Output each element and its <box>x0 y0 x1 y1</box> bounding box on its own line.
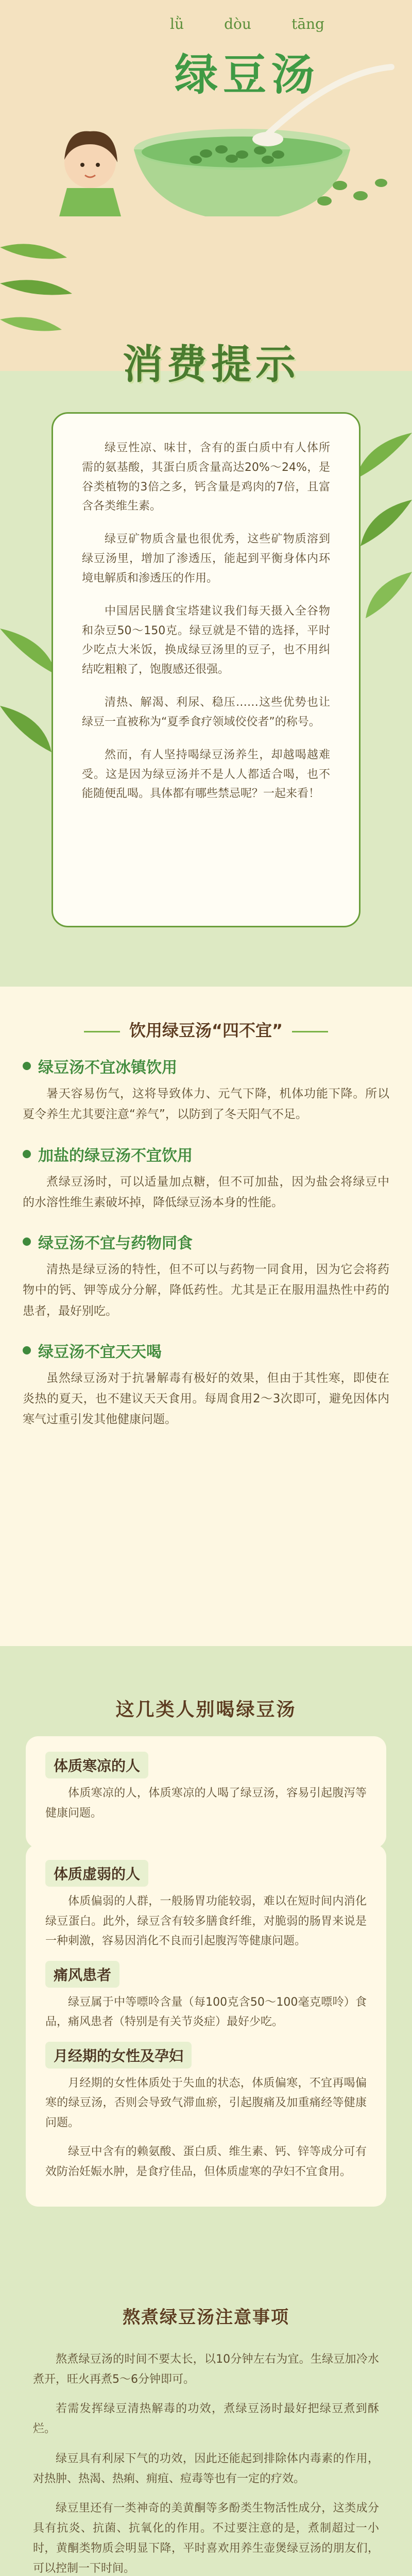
bamboo-leaf-icon <box>355 422 412 659</box>
intro-paragraph: 然而，有人坚持喝绿豆汤养生，却越喝越难受。这是因为绿豆汤并不是人人都适合喝，也不能随便乱喝。具体都有哪些禁忌呢？一起来看！ <box>82 748 330 801</box>
group-heading: 体质虚弱的人 <box>45 1860 148 1887</box>
cooking-paragraph: 绿豆具有利尿下气的功效，因此还能起到排除体内毒素的作用，对热肿、热渴、热痢、痈疽、痘毒等也有一定的疗效。 <box>33 2452 379 2485</box>
intro-paragraph: 清热、解渴、利尿、稳压……这些优势也让绿豆一直被称为“夏季食疗领域佼佼者”的称号。 <box>82 696 330 728</box>
group-body: 体质寒凉的人，体质寒凉的人喝了绿豆汤，容易引起腹泻等健康问题。 <box>45 1787 367 1820</box>
tip-heading: 绿豆汤不宜天天喝 <box>38 1343 162 1361</box>
header <box>0 0 412 388</box>
group-item <box>45 2142 367 2182</box>
tip-heading: 绿豆汤不宜与药物同食 <box>38 1234 193 1252</box>
avoid-groups-title: 这几类人别喝绿豆汤 <box>115 1699 297 1720</box>
page-title: 绿豆汤 <box>174 49 320 100</box>
tip-body: 煮绿豆汤时，可以适量加点糖，但不可加盐，因为盐会将绿豆中的水溶性维生素破坏掉，降低绿豆汤本身的性能。 <box>23 1175 389 1209</box>
cooking-paragraph: 若需发挥绿豆清热解毒的功效，煮绿豆汤时最好把绿豆煮到酥烂。 <box>33 2402 379 2436</box>
tip-heading: 加盐的绿豆汤不宜饮用 <box>38 1146 193 1165</box>
group-heading: 月经期的女性及孕妇 <box>45 2042 192 2069</box>
pinyin-2: dòu <box>224 15 251 32</box>
group-item <box>45 1860 367 1952</box>
hero-illustration <box>0 62 412 216</box>
intro-card <box>52 412 360 927</box>
tip-body: 清热是绿豆汤的特性，但不可以与药物一同食用，因为它会将药物中的钙、钾等成分分解，降低药性。尤其是正在服用温热性中药的患者，最好别吃。 <box>23 1263 389 1318</box>
group-body: 月经期的女性体质处于失血的状态，体质偏寒，不宜再喝偏寒的绿豆汤，否则会导致气滞血瘀，引起腹痛及加重痛经等健康问题。 <box>45 2076 367 2129</box>
tip-item <box>23 1339 389 1430</box>
four-dont-title: 饮用绿豆汤“四不宜” <box>52 1018 360 1041</box>
girl-illustration <box>59 131 121 216</box>
tip-item <box>23 1230 389 1321</box>
tip-item <box>23 1055 389 1125</box>
cooking-notes <box>33 2349 379 2576</box>
cooking-paragraph: 熬煮绿豆汤的时间不要太长，以10分钟左右为宜。生绿豆加冷水煮开，旺火再煮5～6分钟即可。 <box>33 2353 379 2386</box>
bullet-icon <box>23 1346 31 1354</box>
cooking-paragraph: 绿豆里还有一类神奇的美黄酮等多酚类生物活性成分，这类成分具有抗炎、抗菌、抗氧化的作用。不过要注意的是，煮制超过一小时，黄酮类物质会明显下降，平时喜欢用养生壶煲绿豆汤的朋友们，可以控制一下时间。 <box>33 2501 379 2575</box>
avoid-group-card <box>26 1736 386 1848</box>
pinyin-1: lǜ <box>170 15 184 32</box>
group-heading: 痛风患者 <box>45 1961 119 1988</box>
tip-heading: 绿豆汤不宜冰镇饮用 <box>38 1059 177 1077</box>
group-item <box>45 1752 367 1823</box>
bullet-icon <box>23 1062 31 1070</box>
cooking-notes-title: 熬煮绿豆汤注意事项 <box>123 2307 289 2328</box>
group-heading: 体质寒凉的人 <box>45 1752 148 1778</box>
tip-body: 虽然绿豆汤对于抗暑解毒有极好的效果，但由于其性寒，即使在炎热的夏天，也不建议天天食用。每周食用2～3次即可，避免因体内寒气过重引发其他健康问题。 <box>23 1371 389 1427</box>
bullet-icon <box>23 1238 31 1246</box>
intro-paragraph: 中国居民膳食宝塔建议我们每天摄入全谷物和杂豆50～150克。绿豆就是不错的选择，平时少吃点大米饭，换成绿豆汤里的豆子，也不用纠结吃粗粮了，饱腹感还很强。 <box>82 604 330 676</box>
intro-paragraph: 绿豆矿物质含量也很优秀，这些矿物质溶到绿豆汤里，增加了渗透压，能起到平衡身体内环境电解质和渗透压的作用。 <box>82 533 330 585</box>
group-item <box>45 1961 367 2032</box>
title-pinyin <box>170 15 324 32</box>
four-dont-section <box>0 987 412 1646</box>
tip-body: 暑天容易伤气，这将导致体力、元气下降，机体功能下降。所以夏令养生尤其要注意“养气”，以防到了冬天阳气不足。 <box>23 1087 389 1122</box>
group-body: 绿豆属于中等嘌呤含量（每100克含50～100毫克嘌呤）食品，痛风患者（特别是有关节炎症）最好少吃。 <box>45 1995 367 2028</box>
bowl-illustration <box>134 67 391 216</box>
section-title-tips: 消费提示 <box>122 342 300 388</box>
pinyin-3: tāng <box>291 15 324 32</box>
bamboo-leaf-icon <box>0 227 77 371</box>
group-item <box>45 2042 367 2133</box>
tip-item <box>23 1143 389 1213</box>
bullet-icon <box>23 1150 31 1158</box>
intro-paragraph: 绿豆性凉、味甘，含有的蛋白质中有人体所需的氨基酸，其蛋白质含量高达20%～24%，是谷类植物的3倍之多，钙含量是鸡肉的7倍，且富含各类维生素。 <box>82 442 330 513</box>
group-body: 体质偏弱的人群，一般肠胃功能较弱，难以在短时间内消化绿豆蛋白。此外，绿豆含有较多膳食纤维，对脆弱的肠胃来说是一种刺激，容易因消化不良而引起腹泻等健康问题。 <box>45 1895 367 1947</box>
bamboo-leaf-icon <box>0 618 57 814</box>
avoid-group-card <box>26 1844 386 2207</box>
group-body: 绿豆中含有的赖氨酸、蛋白质、维生素、钙、锌等成分可有效防治妊娠水肿，是食疗佳品，但体质虚寒的孕妇不宜食用。 <box>45 2145 367 2178</box>
